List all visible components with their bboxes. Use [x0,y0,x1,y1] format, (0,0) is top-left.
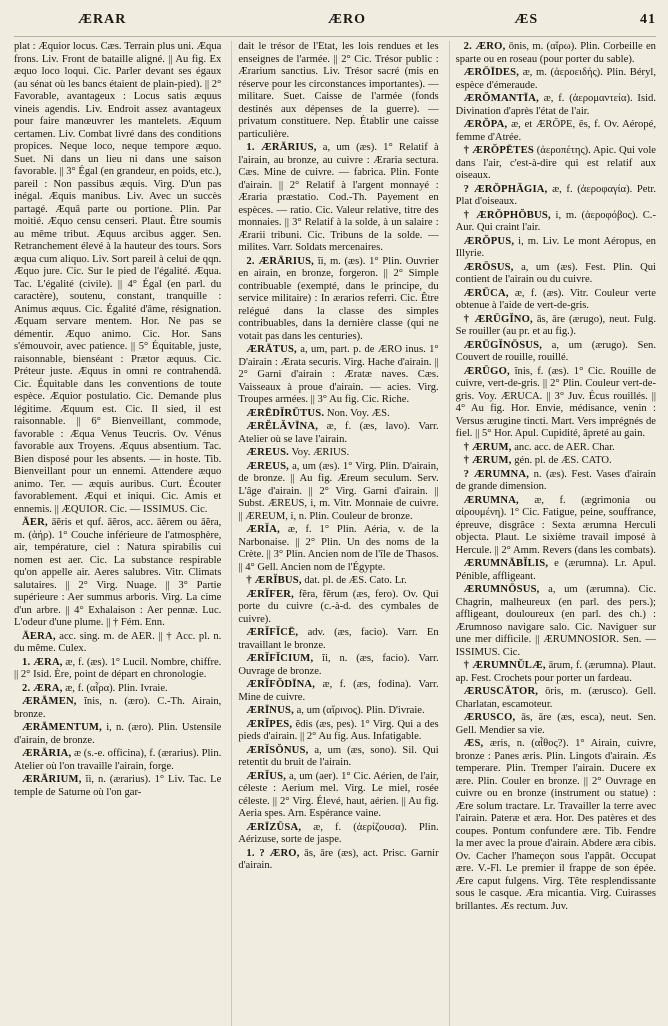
dictionary-entry [456,495,656,558]
entry-text: a, um (æs, sono). Sil. Qui retentit du bruit de l'airain. [238,744,439,768]
entry-text: ōnis, m. (αἴρω). Plin. Corbeille en sparte ou en roseau (pour porter du sable). [455,41,656,65]
text-columns [14,41,656,1026]
entry-text: i, m. (ἀεροφόβος). C.-Aur. Qui craint l'air. [455,209,656,233]
entry-headword: ÆRĀMEN, [22,696,77,707]
entry-text: ĭnis, n. (æro). C.-Th. Airain, bronze. [14,696,222,720]
dictionary-entry [238,256,438,344]
entry-headword: ? ÆRŎPHĂGIA, [463,183,548,195]
entry-text: plat : Æquior locus. Cæs. Terrain plus uni. Æqua frons. Liv. Front de bataille aligné. || Au fig. Ex æquo loco loqui. Cic. Parler devant ses égaux (au sénat où les bancs étaient de plain-pied). || 2° Favorable, avantageux : Locus satis æquus vineis agendis. Liv. Endroit assez avantageux pour faire manœuvrer les mantelets. Æquum certamen. Liv. Combat livré dans des conditions propices. Neque loco, neque tempore æquo. Suet. Ni dans un lieu ni dans une saison favorable. || 3° Égal (en grandeur, en poids, etc.), pareil : Non passibus æquis. Virg. D'un pas inégal. Æquis manibus. Liv. Avec un succès partagé. Æquâ parte ou portione. Plin. Par moitié. Æquo censu censeri. Plaut. Être soumis au même tribut. Æquus arcibus agger. Sen. Retranchement élevé à la hauteur des tours. Sors æqua cum aliquo. Liv. Sort pareil à celui de qqn. Æquo jure. Cic. Sur le pied de l'égalité. Æqua. Tac. L'égalité (civile). || 4° Égal (en parl. du caractère), soutenu, constant, tranquille : Animus æquus. Cic. Égalité d'âme, résignation. Æquam servare mentem. Hor. Ne pas se démentir. Æquo animo. Cic. Hor. Sans s'émouvoir, avec patience. || 5° Équitable, juste, raisonnable, bienséant : Prætor æquus. Cic. Préteur juste. Æquus in omni re contrahendâ. Cic. Équitable dans les conventions de toute espèce. Æquior postulatio. Cic. Demande plus légitime. Æquum est. Cic. Il sied, il est raisonnable. || 6° Bienveillant, commode, favorable : Æqua Venus Teucris. Ov. Vénus favorable aux Troyens. Æquus absentium. Tac. Bien disposé pour les absents. — in hoste. Tib. Bienveillant pour un ennemi. Attendere æquo animo. Ter. — æquis auribus. Curt. Écouter favorablement. Æqui et iniqui. Cic. Amis et ennemis. || ÆQUIOR. Cic. — ISSIMUS. Cic. [14,41,222,515]
dictionary-entry [456,236,656,261]
entry-text: i, n. (æro). Plin. Ustensile d'airain, de bronze. [14,722,222,746]
entry-text: a, um, part. p. de ÆRO inus. 1° D'airain : Ærata securis. Virg. Hache d'airain. || 2° Garni d'airain : Æratæ naves. Cæs. Vaisseaux à proue d'airain. — acies. Virg. Troupes armées. || 3° Au fig. Cic. Riche. [238,344,439,405]
running-head-center: ÆRO [327,12,366,27]
dictionary-entry [456,469,656,494]
entry-text: æ, f. (æs, lavo). Varr. Atelier où se lave l'airain. [238,421,439,445]
dictionary-entry [456,366,656,441]
entry-text: æ, f. (æs). Vitr. Couleur verte obtenue à l'aide de vert-de-gris. [455,287,656,311]
entry-headword: ÆRUSCO, [463,712,516,723]
dictionary-entry [456,455,656,468]
entry-text: ās, āre (æs), act. Prisc. Garnir d'airain. [238,847,439,871]
entry-headword: 1. ÆRĀRIUS, [246,142,317,153]
entry-text: æ, m. (ἀεροειδής). Plin. Béryl, espèce d'émeraude. [455,67,656,91]
entry-headword: 1. ÆRA, [22,656,63,668]
entry-headword: ÆRĪNUS, [246,705,294,716]
entry-headword: ÆRŎMANTĪA, [463,93,539,104]
dictionary-entry [456,93,656,118]
entry-headword: ÆRĔLĂVĪNA, [246,421,319,432]
dictionary-entry [14,696,221,721]
dictionary-entry [456,210,656,235]
dictionary-entry [456,686,656,711]
dictionary-entry [238,653,438,678]
entry-headword: ÆRĀRIUM, [22,774,82,785]
page-number: 41 [639,12,656,27]
dictionary-entry [14,683,221,696]
entry-text: dait le trésor de l'État, les lois rendues et les enseignes de l'armée. || 2° Cic. Trésor public : Ærarium sanctius. Liv. Trésor sacré (mis en réserve pour les circonstances importantes). — militare. Suet. Caisse de l'armée (fonds destinés aux dépenses de la guerre). — privatum constituere. Nep. Établir une caisse particulière. [238,41,439,140]
entry-headword: ÆRĒDĬRŪTUS. [246,407,325,419]
dictionary-entry [456,314,656,339]
dictionary-entry [456,67,656,92]
entry-headword: ÆRŪGO, [463,365,510,377]
dictionary-entry [238,344,438,407]
entry-headword: † ÆRŎPĒTES [463,145,534,156]
running-head-right: ÆS [514,12,539,27]
entry-text: æ, f. (ἀερομαντεία). Isid. Divination d'après l'état de l'air. [455,93,656,117]
entry-text: ōris, m. (ærusco). Gell. Charlatan, escamoteur. [455,686,656,710]
entry-text: ĭnis, f. (æs). 1° Cic. Rouille de cuivre, vert-de-gris. || 2° Plin. Couleur vert-de-gris. Voy. ÆRUCA. || 3° Juv. Écus rouillés. || 4° Au fig. Hor. Envie, médisance, venin : Versus ærugine tincti. Mart. Vers imprégnés de fiel. || 5° Hor. Apul. Cupidité, âpreté au gain. [455,365,656,439]
dictionary-entry [238,679,438,704]
entry-headword: ĀERA, [22,630,56,642]
entry-headword: † ÆRĬBUS, [246,575,302,586]
entry-text: æ (s.-e. officina), f. (ærarius). Plin. Atelier où l'on travaille l'airain, forge. [14,748,222,772]
entry-text: anc. acc. de AER. Char. [514,441,615,453]
entry-text: ās, āre (ærugo), neut. Fulg. Se rouiller (au pr. et au fig.). [455,313,656,337]
running-head [14,12,656,37]
dictionary-entry [238,408,438,421]
entry-text: acc. sing. m. de AER. || † Acc. pl. n. du même. Culex. [14,630,222,654]
dictionary-entry [14,41,221,516]
entry-headword: ÆRĬFER, [246,588,294,600]
entry-text: n. (æs). Fest. Vases d'airain de grande dimension. [455,468,656,492]
dictionary-entry [238,142,438,255]
entry-headword: ÆRĀMENTUM, [22,722,102,733]
entry-text: fĕra, fĕrum (æs, fero). Ov. Qui porte du cuivre (c.-à-d. des cymbales de cuivre). [238,588,439,625]
entry-headword: ÆRŪGĬNŌSUS, [463,339,543,351]
entry-text: e (ærumna). Lr. Apul. Pénible, affligeant. [455,558,656,582]
entry-headword: † ÆRUMNŬLÆ, [463,660,546,671]
entry-headword: † ÆRUM, [463,441,512,453]
entry-text: æ, f. (ægrimonia ou αἰρουμένη). 1° Cic. Fatigue, peine, souffrance, épreuve, disgrâce : Sexta ærumna Herculi objecta. Plaut. Le sixième travail imposé à Hercule. || 2° Amm. Revers (dans les combats). [455,494,656,556]
entry-headword: 2. ÆRO, [463,41,506,52]
entry-text: Non. Voy. ÆS. [326,407,390,419]
entry-text: ārum, f. (ærumna). Plaut. ap. Fest. Crochets pour porter un fardeau. [455,660,656,684]
dictionary-entry [238,822,438,847]
entry-headword: ÆRĬUS, [246,770,287,782]
entry-text: a, um (æs). 1° Relatif à l'airain, au bronze, au cuivre : Æraria sectura. Cæs. Mine de cuivre. — fabrica. Plin. Fonte d'airain. || 2° Relatif à l'argent monnayé : Æraria præstatio. Cod.-Th. Payement en espèces. — ratio. Cic. Valeur relative, titre des monnaies. || 3° Relatif à la solde, à un salaire : Ærarii tribuni. Cic. Tribuns de la solde. — milites. Varr. Soldats mercenaires. [238,142,439,253]
entry-text: a, um (aer). 1° Cic. Aérien, de l'air, céleste : Aerium mel. Virg. Le miel, rosée céleste. || 2° Virg. Élevé, haut, aérien. || Au fig. Aeria spes. Arn. Espérance vaine. [238,770,439,819]
dictionary-entry [456,340,656,365]
entry-headword: ÆRUMNA, [463,494,519,506]
entry-text: a, um (æs). Fest. Plin. Qui contient de l'airain ou du cuivre. [455,261,656,285]
entry-headword: ÆRŌSUS, [463,261,514,273]
entry-text: æ, et ÆRŎPE, ēs, f. Ov. Aéropé, femme d'Atrée. [455,119,656,143]
entry-headword: † ÆRŎPHŎBUS, [463,209,551,221]
entry-headword: ÆRĬPES, [246,718,293,730]
entry-text: gén. pl. de ÆS. CATO. [514,455,612,466]
dictionary-entry [14,657,221,682]
dictionary-entry [456,288,656,313]
column-1 [14,41,221,1026]
dictionary-entry [238,421,438,446]
dictionary-entry [238,524,438,574]
entry-text: Voy. ÆRIUS. [291,447,350,458]
entry-text: a, um (ærumna). Cic. Chagrin, malheureux (en parl. des pers.); affligeant, douloureux (en parl. des ch.) : Ærumnoso navigare salo. Cic. Naviguer sur une mer difficile. || ÆRUMNOSIOR. Sen. — ISSIMUS. Cic. [455,584,656,658]
entry-text: ās, āre (æs, esca), neut. Sen. Gell. Mendier sa vie. [455,712,656,736]
entry-headword: ÆRUSCĀTOR, [463,686,539,697]
entry-headword: ÆRĬFĬCĒ, [246,627,299,638]
dictionary-entry [456,712,656,737]
entry-text: āĕris et quf. āĕros, acc. āĕrem ou āĕra, m. (ἀήρ). 1° Couche inférieure de l'atmosphère, air, température, ciel : Natura spirabilis cui nomen est aer. Cic. La substance respirable qu'on appelle air. Aeres salubres. Vitr. Climats salutaires. || 2° Virg. Nuage. || 3° Partie supérieure : Aer summus arboris. Virg. La cime d'un arbre. || 4° Exhalaison : Aer pennæ. Luc. L'odeur d'une plume. || † Fém. Enn. [14,517,222,628]
entry-text: æ, f. (æs). 1° Lucil. Nombre, chiffre. || 2° Isid. Ère, point de départ en chronologie. [14,656,222,680]
entry-headword: † ÆRŪGĬNO, [463,313,533,325]
entry-text: ĭi, n. (ærarius). 1° Liv. Tac. Le temple de Saturne où l'on gar- [14,774,222,798]
entry-text: adv. (æs, facio). Varr. En travaillant le bronze. [238,627,439,651]
entry-text: æ, f. (æs, fodina). Varr. Mine de cuivre. [238,679,439,703]
entry-headword: ÆRŪCA, [463,287,509,299]
entry-headword: ÆRŎPA, [463,119,508,130]
dictionary-entry [14,517,221,630]
entry-headword: ÆRĬSŎNUS, [246,744,309,756]
entry-text: a, um (ærugo). Sen. Couvert de rouille, rouillé. [455,339,656,363]
dictionary-entry [14,631,221,656]
entry-text: æ, f. (ἀεροφαγία). Petr. Plat d'oiseaux. [455,183,656,207]
entry-headword: ÆREUS. [246,447,290,458]
entry-headword: ? ÆRUMNA, [463,468,530,480]
dictionary-entry [456,442,656,455]
dictionary-entry [14,748,221,773]
dictionary-entry [238,705,438,718]
dictionary-entry [456,738,656,913]
dictionary-entry [456,41,656,66]
dictionary-entry [238,41,438,141]
entry-headword: ÆRĬA, [246,524,280,535]
entry-headword: 2. ÆRĀRIUS, [246,255,315,267]
entry-text: (ἀεροπέτης). Apic. Qui vole dans l'air, c'est-à-dire qui est relatif aux oiseaux. [455,145,656,181]
entry-text: ĕdis (æs, pes). 1° Virg. Qui a des pieds d'airain. || 2° Au fig. Aus. Infatigable. [238,718,439,742]
dictionary-entry [456,558,656,583]
dictionary-entry [456,184,656,209]
entry-text: æ, f. (ἀερίζουσα). Plin. Aérizuse, sorte de jaspe. [238,821,439,845]
dictionary-entry [456,145,656,183]
entry-text: a, um (æs). 1° Virg. Plin. D'airain, de bronze. || Au fig. Æreum seculum. Serv. L'âge d'airain. || 2° Virg. Garni d'airain. || Subst. ÆREUS, i, m. Vitr. Monnaie de cuivre. || ÆREUM, i, n. Plin. Couleur de bronze. [238,460,439,522]
entry-headword: ÆRĬFŎDĪNA, [246,679,316,690]
entry-text: a, um (αἴρινος). Plin. D'ivraie. [296,705,425,716]
entry-headword: ÆRŌĪDES, [463,67,520,78]
entry-text: ĭi, m. (æs). 1° Plin. Ouvrier en airain, en bronze, forgeron. || 2° Simple contribuable (exempté, dans le principe, du service militaire) : In ærarios referri. Cic. Être relégué dans la classe des simples contribuables, dans la dernière classe (qui ne votait pas dans les centuries). [238,255,439,342]
entry-headword: ÆRĬFĬCIUM, [246,653,314,664]
entry-headword: ÆRĪZŪSA, [246,821,302,833]
column-2 [231,41,438,1026]
entry-headword: ÆRUMNĀBĬLIS, [463,558,549,569]
entry-headword: ÆRŎPUS, [463,235,515,247]
dictionary-entry [238,589,438,627]
entry-headword: 2. ÆRA, [22,682,63,694]
entry-text: æ, f. (αἶρα). Plin. Ivraie. [65,682,168,694]
dictionary-entry [238,627,438,652]
dictionary-entry [238,848,438,873]
dictionary-entry [238,719,438,744]
dictionary-entry [14,722,221,747]
dictionary-entry [456,262,656,287]
entry-headword: ÆRĀTUS, [246,344,297,355]
dictionary-entry [238,447,438,460]
entry-text: ĭi, n. (æs, facio). Varr. Ouvrage de bronze. [238,653,439,677]
dictionary-entry [238,461,438,524]
dictionary-entry [238,771,438,821]
dictionary-entry [14,774,221,799]
entry-headword: ÆREUS, [246,460,290,472]
entry-headword: ĀER, [22,517,48,528]
dictionary-entry [238,575,438,588]
entry-headword: ÆS, [463,738,484,749]
entry-text: æ, f. 1° Plin. Aéria, v. de la Narbonaise. || 2° Plin. Un des noms de la Crète. || 3° Plin. Ancien nom de l'île de Thasos. || 4° Gell. Ancien nom de l'Égypte. [238,524,439,573]
entry-text: æris, n. (αἶθος?). 1° Airain, cuivre, bronze : Panes æris. Plin. Lingots d'airain. Æs temperare. Plin. Tremper l'airain. Ducere ex ære. Plin. Couler en bronze. || 2° Ouvrage en cuivre ou en bronze (instrument ou statue) : Ære solum tractare. Lr. Travailler la terre avec l'airain. Pateræ et æra. Hor. Des patères et des coupes. Pontum confundere ære. Tib. Fendre la mer avec la proue d'airain. Abdere æra cibis. Ov. Cacher l'hameçon sous l'appât. Occupat ære. V.-Fl. Le premier il frappe de son épée. Ære caput fulgens. Virg. Tête resplendissante sous le casque. Æra micantia. Virg. Cuirasses brillantes. Æs rectum. Juv. [455,738,656,912]
dictionary-entry [456,584,656,659]
entry-headword: 1. ? ÆRO, [246,847,300,859]
entry-headword: ÆRĀRIA, [22,748,72,759]
dictionary-entry [456,119,656,144]
dictionary-entry [238,745,438,770]
dictionary-entry [456,660,656,685]
entry-text: dat. pl. de ÆS. Cato. Lr. [304,575,407,586]
entry-headword: † ÆRUM, [463,455,512,466]
running-head-left: ÆRAR [78,12,127,27]
entry-text: i, m. Liv. Le mont Aéropus, en Illyrie. [455,235,656,259]
column-3 [449,41,656,1026]
entry-headword: ÆRUMNŌSUS, [463,584,540,595]
